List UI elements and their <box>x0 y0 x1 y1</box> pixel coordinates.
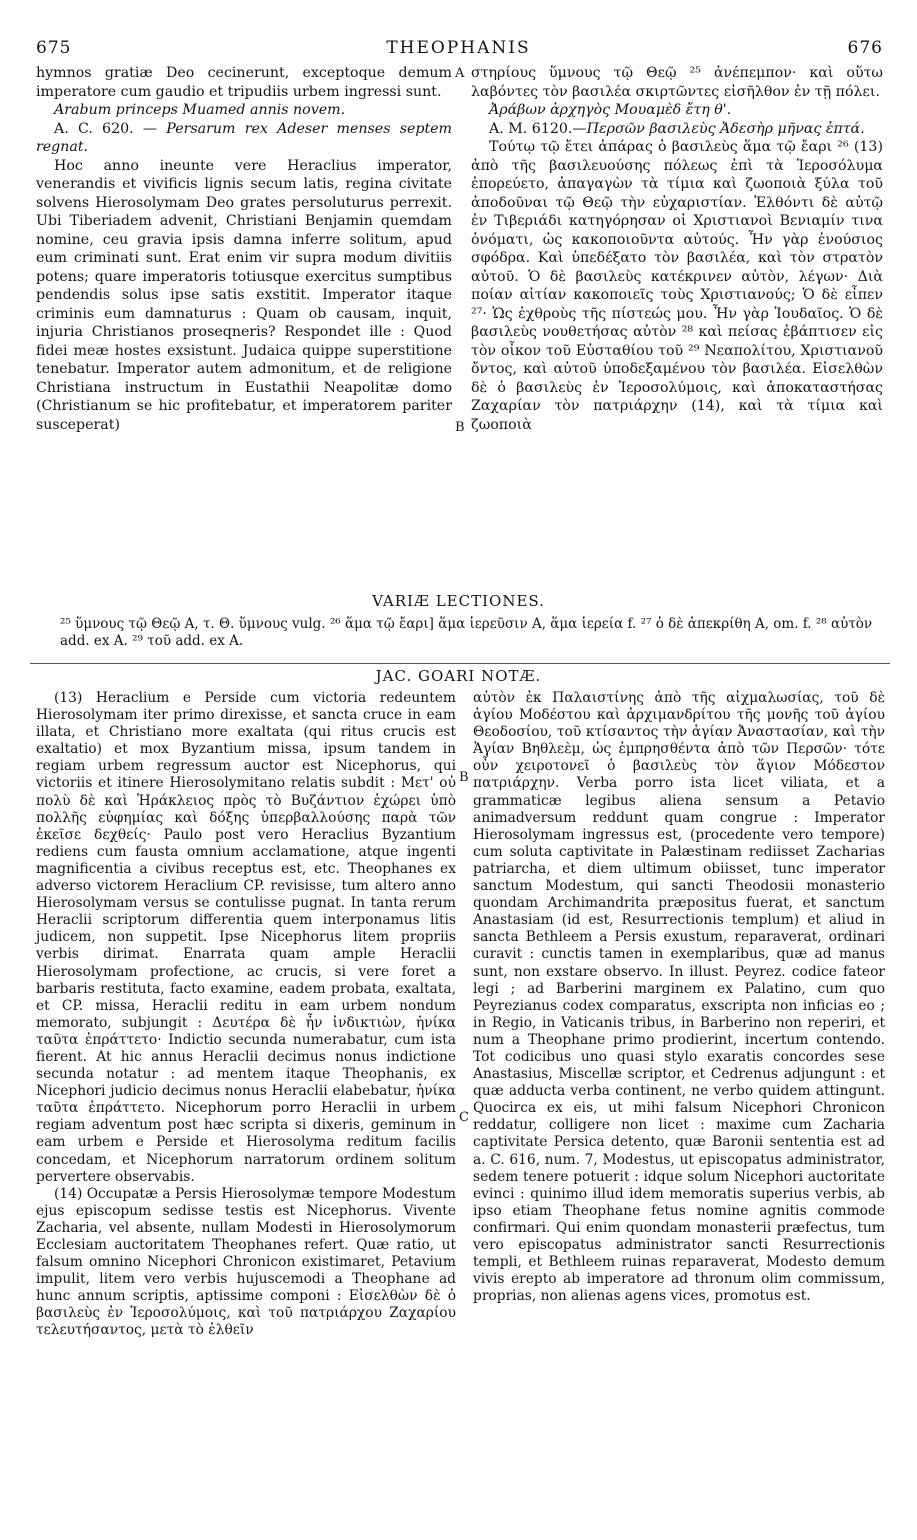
marker-a: A <box>455 66 465 81</box>
latin-year: A. C. 620. — <box>54 120 167 137</box>
notae-heading: JAC. GOARI NOTÆ. <box>375 667 542 685</box>
latin-column <box>36 64 452 434</box>
greek-paragraph-1: στηρίους ὕμνους τῷ Θεῷ ²⁵ ἀνέπεμπον· καὶ οὕτω λαβόντες τὸν βασιλέα σκιρτῶντες εἰσῆλθον ἐν τῇ πόλει. <box>471 65 883 100</box>
latin-paragraph-1: hymnos gratiæ Deo cecinerunt, exceptoque demum imperatore cum gaudio et tripudiis urbem ingressi sunt. <box>36 65 452 100</box>
page-number-left: 675 <box>36 38 72 58</box>
note-14-continued: αὐτὸν ἐκ Παλαιστίνης ἀπὸ τῆς αἰχμαλωσίας, τοῦ δὲ ἁγίου Μοδέστου καὶ ἀρχιμανδρίτου τῆς μονῆς τοῦ ἁγίου Θεοδοσίου, τοῦ κτίσαντος τὴν ἁγίαν Ἀναστασίαν, καὶ τὴν Ἁγίαν Βηθλεὲμ, ὡς ἐμπρησθέντα ἀπὸ τῶν Περσῶν· τότε οὖν χειροτονεῖ ὁ βασιλεὺς τὸν ἅγιον Μόδεστον πατριάρχην. Verba porro ista licet viliata, et a grammaticæ legibus aliena sensum a Petavio animadversum reddunt quam congrue : Imperator Hierosolymam ingressus est, (procedente vero tempore) cum soluta captivitate in Palæstinam rediisset Zacharias patriarcha, et diem ultimum obiisset, tunc imperator sanctum Modestum, qui sancti Theodosii monasterio quondam Archimandrita præpositus fuerat, et sanctum Anastasiam (id est, Resurrectionis templum) et aliud in sancta Bethleem a Persis exustum, reparaverat, ordinari curavit : cunctis tamen in exemplaribus, quæ ad manus sunt, non exstare observo. In illust. Peyrez. codice fateor legi ; ad Barberini marginem ex Palatino, cum quo Peyrezianus codex comparatus, exscripta non inficias eo ; in Regio, in Vaticanis tribus, in Barberino non reperiri, et num a Theophane primo prodierint, incertum contendo. Tot codicibus uno quasi stylo exaratis concordes sese Anastasius, Miscellæ scriptor, et Cedrenus adjungunt : et quæ adducta verba continent, ne verbo quidem attingunt. Quocirca ex eis, ut mihi falsum Nicephori Chronicon reddatur, colligere non licet : maxime cum Zacharia captivitate Persica detento, quæ Baronii sententia est ad a. C. 616, num. 7, Modestus, ut episcopatus administrator, sedem tenere potuerit : idque solum Nicephori auctoritate evinci : quinimo illud idem memoratis superius verbis, ab ipso etiam Theophane fetus nomine agnitis commode confirmari. Qui enim quondam monasterii præfectus, tum vero episcopatus administrator sancti Resurrectionis templi, et Bethleem ruinas reparaverat, Modesto demum vivis erepto ab imperatore ad thronum olim commissum, proprias, non alienas agens vices, promotus est. <box>473 690 885 1305</box>
running-title: THEOPHANIS <box>386 38 531 58</box>
latin-paragraph-3 <box>36 120 452 157</box>
latin-persian-king: Persarum rex Adeser menses septem regnat. <box>36 120 453 155</box>
marker-b: B <box>455 420 465 435</box>
greek-year: Α. Μ. 6120.— <box>489 120 587 137</box>
note-13: (13) Heraclium e Perside cum victoria redeuntem Hierosolymam iter primo direxisse, et sancta cruce in eam illata, et Christiano more exaltata (qui ritus crucis est exaltatio) et mox Byzantium missa, ipsum tandem in regiam urbem regressum auctor est Nicephorus, qui victoriis et itinere Hierosolymitano relatis subdit : Μετ' οὐ πολὺ δὲ καὶ Ἡράκλειος πρὸς τὸ Βυζάντιον ἐχώρει ὑπὸ πολλῆς εὐφημίας καὶ δόξης ὑπερβαλλούσης παρὰ τῶν ἐκεῖσε δεχθείς· Paulo post vero Heraclius Byzantium rediens cum fausta omnium acclamatione, atque ingenti magnificentia a civibus receptus est, etc. Theophanes ex adverso victorem Heraclium CP. revisisse, tum altero anno Hierosolymam versus se contulisse pugnat. In tanta rerum Heraclii scriptorum differentia quem interponamus litis judicem, non suppetit. Ipse Nicephorus litem propriis verbis dirimat. Enarrata quam ample Heraclii Hierosolymam profectione, ac crucis, si vere foret a barbaris restituta, facto examine, eadem probata, exaltata, et CP. missa, Heraclii reditu in eam urbem nondum memorato, subjungit : Δευτέρα δὲ ἦν ἰνδικτιὼν, ἡνίκα ταῦτα ἐπράττετο· Indictio secunda numerabatur, cum ista fierent. At hic annus Heraclii decimus nonus indictione secunda notatur : ad mentem itaque Theophanis, ex Nicephori judicio decimus nonus Heraclii elabebatur, ἡνίκα ταῦτα ἐπράττετο. Nicephorum porro Heraclii in urbem regiam adventum post hæc scripta si dixeris, geminum in eam urbem e Perside et Hierosolyma reditum facilis concedam, et Nicephorum narratorum ordinem solitum pervertere observabis. <box>36 690 456 1185</box>
note-14: (14) Occupatæ a Persis Hierosolymæ tempore Modestum ejus episcopum sedisse testis est Nicephorus. Vivente Zacharia, vel absente, nullam Modesti in Hierosolymorum Ecclesiam auctoritatem Theophanes refert. Quæ ratio, ut falsum omnino Nicephori Chronicon existimaret, Petavium impulit, litem vero verbis hujuscemodi a Theophane ad hunc annum scriptis, aptissime componi : Εἰσελθὼν δὲ ὁ βασιλεὺς ἐν Ἱεροσολύμοις, καὶ τοῦ πατριάρχου Ζαχαρίου τελευτήσαντος, μετὰ τὸ ἐλθεῖν <box>36 1185 456 1339</box>
variae-heading: VARIÆ LECTIONES. <box>372 592 545 610</box>
greek-column <box>471 64 883 434</box>
notes-left-column <box>36 690 456 1340</box>
divider <box>30 663 890 664</box>
marker-b-notes: B <box>459 770 469 785</box>
greek-paragraph-3 <box>471 120 883 139</box>
marker-c-notes: C <box>459 1110 469 1125</box>
greek-paragraph-4: Τούτῳ τῷ ἔτει ἀπάρας ὁ βασιλεὺς ἅμα τῷ ἔαρι ²⁶ (13) ἀπὸ τῆς βασιλευούσης πόλεως ἐπὶ τὰ Ἱεροσόλυμα ἐπορεύετο, ἀπαγαγὼν τὰ τίμια καὶ ζωοποιὰ ξύλα τοῦ ἀποδοῦναι τῷ Θεῷ τὴν εὐχαριστίαν. Ἐλθόντι δὲ αὐτῷ ἐν Τιβεριάδι κατηγόρησαν οἱ Χριστιανοὶ Βενιαμίν τινα ὀνόματι, ὡς κακοποιοῦντα αὐτούς. Ἦν γὰρ ἐνούσιος σφόδρα. Καὶ ὑπεδέξατο τὸν βασιλέα, καὶ τὸν στρατὸν αὐτοῦ. Ὁ δὲ βασιλεὺς κατέκρινεν αὐτὸν, λέγων· Διὰ ποίαν αἰτίαν κακοποιεῖς τοὺς Χριστιανούς; Ὁ δὲ εἶπεν ²⁷· Ὡς ἐχθροὺς τῆς πίστεώς μου. Ἦν γὰρ Ἰουδαῖος. Ὁ δὲ βασιλεὺς νουθετήσας αὐτὸν ²⁸ καὶ πείσας ἐβάπτισεν εἰς τὸν οἶκον τοῦ Εὐσταθίου τοῦ ²⁹ Νεαπολίτου, Χριστιανοῦ ὄντος, καὶ αὐτοῦ ὑποδεξαμένου τὸν βασιλέα. Εἰσελθὼν δὲ ὁ βασιλεὺς ἐν Ἱεροσολύμοις, καὶ ἀποκαταστήσας Ζαχαρίαν τὸν πατριάρχην (14), καὶ τὰ τίμια καὶ ζωοποιὰ <box>471 139 883 433</box>
notes-right-column <box>473 690 885 1305</box>
page-number-right: 676 <box>847 38 883 58</box>
greek-paragraph-2: Ἀράβων ἀρχηγὸς Μουαμὲδ ἔτη θ'. <box>489 102 732 118</box>
greek-persian-king: Περσῶν βασιλεὺς Ἀδεσὴρ μῆνας ἑπτά. <box>586 120 865 137</box>
latin-paragraph-2: Arabum princeps Muamed annis novem. <box>54 102 346 118</box>
page-header <box>0 24 917 64</box>
latin-paragraph-4: Hoc anno ineunte vere Heraclius imperator, venerandis et vivificis lignis secum latis, regina civitate solvens Hierosolymam Deo grates persoluturus perrexit. Ubi Tiberiadem advenit, Christiani Benjamin quemdam nomine, ceu gravia ipsis damna inferre solitum, apud eum criminati sunt. Erat enim vir supra modum divitiis potens; quare imperatoris totiusque exercitus sumptibus pendendis solus ipse satis exstitit. Imperator itaque criminis eum damnaturus : Quam ob causam, inquit, injuria Christianos proseqneris? Respondet ille : Quod fidei meæ hostes exsistunt. Judaica quippe superstitione tenebatur. Imperator autem admonitum, et de religione Christiana instructum in Eustathii Neapolitæ domo (Christianum se hic profitebatur, et imperatorem pariter susceperat) <box>36 157 452 433</box>
variae-text: ²⁵ ὕμνους τῷ Θεῷ A, τ. Θ. ὕμνους vulg. ²⁶ ἅμα τῷ ἔαρι] ἅμα ἱερεῦσιν A, ἅμα ἱερεία f. ²⁷ ὁ δὲ ἀπεκρίθη A, om. f. ²⁸ αὐτὸν add. ex A. ²⁹ τοῦ add. ex A. <box>60 616 873 649</box>
